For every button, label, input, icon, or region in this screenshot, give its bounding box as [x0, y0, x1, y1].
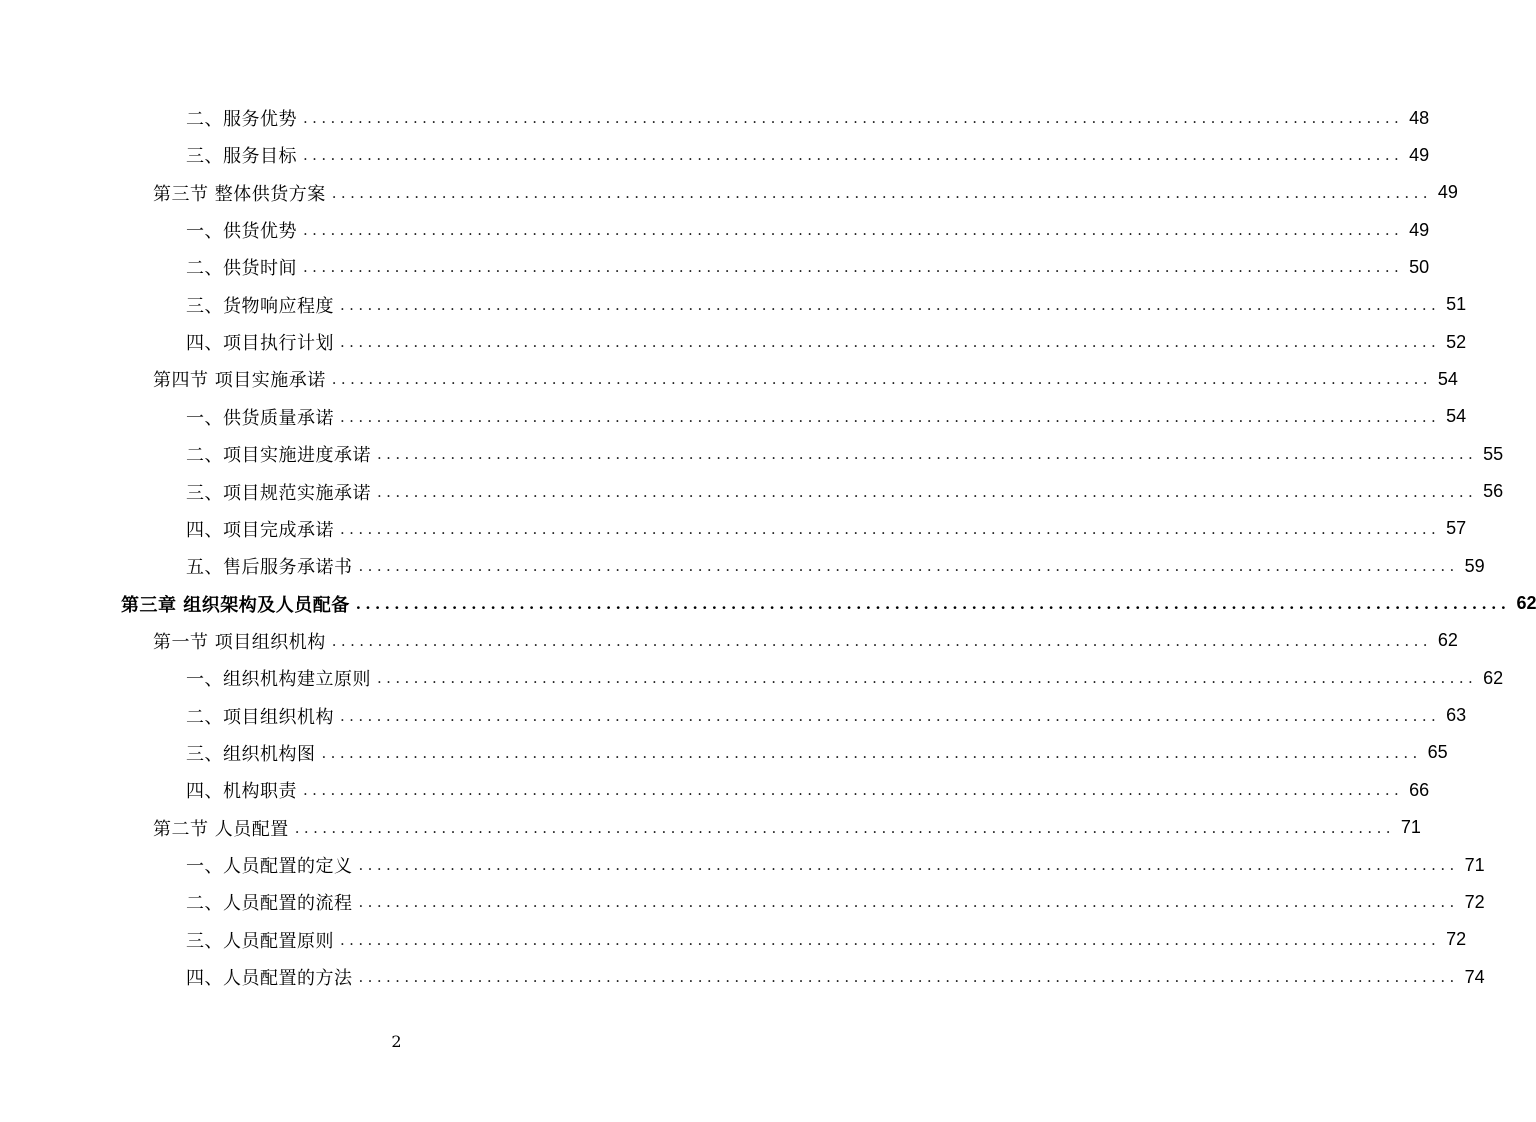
- page-number: 2: [391, 1032, 402, 1051]
- dot-leader: ........................................................................................................................: [303, 258, 1404, 277]
- toc-subsection-entry[interactable]: [186, 436, 1504, 472]
- toc-entry-page: 55: [1483, 443, 1504, 464]
- toc-entry-label: 四、人员配置的方法: [186, 968, 353, 990]
- toc-entry-label: 二、项目实施进度承诺: [186, 445, 371, 467]
- toc-subsection-entry[interactable]: [186, 884, 1485, 920]
- toc-section-entry[interactable]: [153, 810, 1421, 846]
- toc-entry-label: 二、供货时间: [186, 258, 297, 280]
- dot-leader: ........................................................................................................................: [340, 706, 1441, 725]
- toc-subsection-entry[interactable]: [186, 212, 1430, 248]
- toc-entry-label: 四、机构职责: [186, 781, 297, 803]
- dot-leader: ........................................................................................................................: [340, 930, 1441, 949]
- toc-entry-label: 一、供货质量承诺: [186, 407, 334, 429]
- toc-subsection-entry[interactable]: [186, 548, 1485, 584]
- toc-entry-page: 59: [1464, 555, 1485, 576]
- toc-entry-page: 71: [1464, 854, 1485, 875]
- toc-entry-page: 63: [1446, 705, 1467, 726]
- toc-entry-page: 51: [1446, 294, 1467, 315]
- toc-entry-page: 62: [1483, 667, 1504, 688]
- dot-leader: ........................................................................................................................: [331, 370, 1432, 389]
- dot-leader: ........................................................................................................................: [303, 221, 1404, 240]
- dot-leader: ........................................................................................................................: [340, 333, 1441, 352]
- toc-subsection-entry[interactable]: [186, 399, 1467, 435]
- toc-entry-label: 三、人员配置原则: [186, 930, 334, 952]
- toc-entry-page: 71: [1400, 817, 1421, 838]
- toc-section-entry[interactable]: [153, 623, 1458, 659]
- toc-subsection-entry[interactable]: [186, 100, 1430, 136]
- toc-entry-page: 66: [1409, 779, 1430, 800]
- toc-chapter-entry[interactable]: [121, 586, 1536, 622]
- toc-entry-label: 第四节 项目实施承诺: [153, 370, 326, 392]
- toc-entry-label: 一、供货优势: [186, 221, 297, 243]
- dot-leader: ........................................................................................................................: [321, 743, 1422, 762]
- dot-leader: ........................................................................................................................: [358, 968, 1459, 987]
- toc-subsection-entry[interactable]: [186, 474, 1504, 510]
- toc-section-entry[interactable]: [153, 175, 1458, 211]
- toc-subsection-entry[interactable]: [186, 249, 1430, 285]
- toc-entry-label: 五、售后服务承诺书: [186, 557, 353, 579]
- toc-entry-label: 一、组织机构建立原则: [186, 669, 371, 691]
- toc-entry-page: 72: [1446, 929, 1467, 950]
- toc-entry-page: 56: [1483, 481, 1504, 501]
- dot-leader: ........................................................................................................................: [331, 631, 1432, 650]
- toc-entry-label: 三、组织机构图: [186, 743, 316, 765]
- toc-section-entry[interactable]: [153, 361, 1458, 397]
- toc-entry-label: 三、货物响应程度: [186, 295, 334, 317]
- toc-entry-label: 第三节 整体供货方案: [153, 183, 326, 205]
- toc-subsection-entry[interactable]: [186, 922, 1467, 958]
- toc-entry-label: 四、项目执行计划: [186, 333, 334, 355]
- toc-subsection-entry[interactable]: [186, 735, 1448, 771]
- dot-leader: ........................................................................................................................: [303, 781, 1404, 800]
- toc-entry-page: 54: [1446, 406, 1467, 427]
- dot-leader: ........................................................................................................................: [331, 183, 1432, 202]
- dot-leader: ........................................................................................................................: [303, 109, 1404, 127]
- toc-entry-page: 52: [1446, 331, 1467, 352]
- toc-entry-label: 三、项目规范实施承诺: [186, 482, 371, 504]
- toc-entry-label: 第一节 项目组织机构: [153, 631, 326, 653]
- toc-entry-page: 62: [1516, 593, 1536, 614]
- toc-entry-label: 第二节 人员配置: [153, 818, 289, 840]
- toc-entry-page: 49: [1409, 144, 1430, 165]
- dot-leader: ........................................................................................................................: [358, 557, 1459, 576]
- toc-entry-label: 三、服务目标: [186, 146, 297, 168]
- dot-leader: ........................................................................................................................: [340, 407, 1441, 426]
- toc-entry-label: 第三章 组织架构及人员配备: [121, 594, 350, 616]
- toc-entry-page: 57: [1446, 518, 1467, 539]
- toc-subsection-entry[interactable]: [186, 287, 1467, 323]
- toc-subsection-entry[interactable]: [186, 847, 1485, 883]
- toc-subsection-entry[interactable]: [186, 959, 1485, 995]
- toc-entry-page: 49: [1409, 219, 1430, 240]
- toc-subsection-entry[interactable]: [186, 137, 1430, 173]
- toc-entry-page: 48: [1409, 107, 1430, 128]
- toc-entry-page: 65: [1427, 742, 1448, 763]
- dot-leader: ........................................................................................................................: [377, 445, 1478, 464]
- dot-leader: ........................................................................................................................: [340, 519, 1441, 538]
- toc-subsection-entry[interactable]: [186, 660, 1504, 696]
- toc-entry-page: 50: [1409, 256, 1430, 277]
- dot-leader: ........................................................................................................................: [358, 856, 1459, 874]
- toc-entry-page: 54: [1437, 368, 1458, 389]
- dot-leader: ........................................................................................................................: [358, 893, 1459, 912]
- dot-leader: ........................................................................................................................: [340, 295, 1441, 314]
- toc-subsection-entry[interactable]: [186, 772, 1430, 808]
- toc-subsection-entry[interactable]: [186, 324, 1467, 360]
- dot-leader: ........................................................................................................................: [377, 482, 1478, 501]
- toc-subsection-entry[interactable]: [186, 511, 1467, 547]
- toc-entry-label: 二、服务优势: [186, 109, 297, 130]
- toc-subsection-entry[interactable]: [186, 698, 1467, 734]
- toc-entry-page: 74: [1464, 966, 1485, 987]
- toc-entry-page: 49: [1437, 182, 1458, 203]
- dot-leader: ........................................................................................................................: [377, 669, 1478, 688]
- toc-entry-label: 一、人员配置的定义: [186, 856, 353, 877]
- toc-entry-page: 62: [1437, 630, 1458, 651]
- dot-leader: ........................................................................................................................: [303, 146, 1404, 165]
- dot-leader: ........................................................................................................................: [355, 594, 1511, 613]
- dot-leader: ........................................................................................................................: [294, 818, 1395, 837]
- toc-entry-page: 72: [1464, 891, 1485, 912]
- toc-entry-label: 二、项目组织机构: [186, 706, 334, 728]
- toc-entry-label: 四、项目完成承诺: [186, 519, 334, 541]
- toc-entry-label: 二、人员配置的流程: [186, 893, 353, 915]
